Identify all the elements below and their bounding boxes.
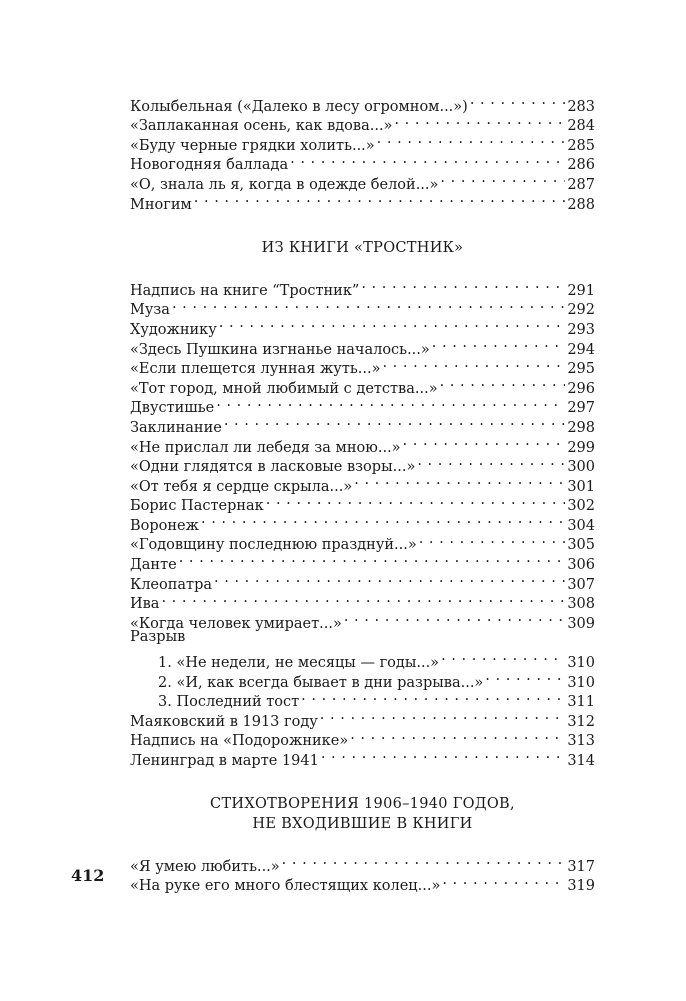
- dot-leader: [442, 871, 565, 891]
- table-of-contents: [130, 91, 595, 895]
- entry-page: 288: [567, 196, 595, 213]
- dot-leader: [394, 111, 565, 131]
- entry-title: Надпись на книге “Тростник”: [130, 282, 360, 299]
- entry-page: 284: [567, 118, 595, 135]
- entry-page: 310: [567, 655, 595, 672]
- dot-leader: [194, 189, 566, 209]
- dot-leader: [382, 354, 565, 374]
- entry-page: 286: [567, 157, 595, 174]
- dot-leader: [403, 432, 566, 452]
- entry-title: Колыбельная («Далеко в лесу огромном...»): [130, 98, 468, 115]
- toc-entry: [130, 549, 595, 574]
- dot-leader: [161, 589, 565, 609]
- dot-leader: [301, 687, 565, 707]
- dot-leader: [179, 549, 566, 569]
- toc-entry: [130, 608, 595, 632]
- dot-leader: [201, 510, 565, 530]
- entry-title: «Годовщину последнюю празднуй...»: [130, 537, 417, 554]
- entry-title: «О, знала ль я, когда в одежде белой...»: [130, 176, 439, 193]
- toc-group-2: [130, 275, 595, 769]
- section-heading-uncollected: [130, 795, 595, 834]
- entry-page: 301: [567, 478, 595, 495]
- dot-leader: [361, 275, 565, 295]
- entry-title: Художнику: [130, 321, 217, 338]
- toc-entry: [130, 530, 595, 554]
- entry-title: 1. «Не недели, не месяцы — годы...»: [158, 655, 440, 672]
- entry-page: 298: [567, 419, 595, 436]
- entry-title: 3. Последний тост: [158, 694, 300, 711]
- entry-title: «Тот город, мной любимый с детства...»: [130, 380, 438, 397]
- entry-title: «Когда человек умирает...»: [130, 615, 342, 632]
- page-number: 412: [71, 866, 105, 885]
- entry-title: «Я умею любить...»: [130, 858, 280, 875]
- entry-page: 296: [567, 380, 595, 397]
- dot-leader: [470, 91, 566, 111]
- dot-leader: [432, 334, 566, 354]
- entry-title: «Заплаканная осень, как вдова...»: [130, 118, 393, 135]
- entry-page: 283: [567, 98, 595, 115]
- dot-leader: [441, 647, 565, 667]
- entry-page: 310: [567, 674, 595, 691]
- dot-leader: [266, 491, 566, 511]
- section-heading-line-1: СТИХОТВОРЕНИЯ 1906–1940 ГОДОВ,: [210, 796, 515, 812]
- dot-leader: [214, 569, 565, 589]
- entry-page: 294: [567, 341, 595, 358]
- dot-leader: [344, 608, 565, 628]
- entry-page: 307: [567, 576, 595, 593]
- entry-title: Ива: [130, 596, 160, 613]
- entry-title: Клеопатра: [130, 576, 213, 593]
- toc-entry: [130, 589, 595, 613]
- entry-page: 311: [567, 694, 595, 711]
- entry-title: Заклинание: [130, 419, 222, 436]
- dot-leader: [419, 530, 566, 550]
- entry-title: «Если плещется лунная жуть...»: [130, 361, 381, 378]
- dot-leader: [321, 745, 565, 765]
- entry-title: Воронеж: [130, 517, 199, 534]
- entry-page: 312: [567, 713, 595, 730]
- entry-page: 309: [567, 615, 595, 632]
- dot-leader: [282, 851, 566, 871]
- toc-group-3: [130, 851, 595, 895]
- toc-group-1: [130, 91, 595, 213]
- entry-title: Новогодняя баллада: [130, 157, 289, 174]
- entry-page: 302: [567, 498, 595, 515]
- toc-subentry: [130, 647, 595, 672]
- toc-entry: [130, 275, 595, 299]
- dot-leader: [290, 150, 565, 170]
- dot-leader: [417, 452, 565, 472]
- entry-title: «На руке его много блестящих колец...»: [130, 878, 441, 895]
- dot-leader: [354, 471, 565, 491]
- entry-title: Борис Пастернак: [130, 498, 264, 515]
- entry-page: 297: [567, 400, 595, 417]
- toc-entry: [130, 851, 595, 875]
- entry-page: 299: [567, 439, 595, 456]
- entry-page: 285: [567, 137, 595, 154]
- entry-page: 313: [567, 733, 595, 750]
- toc-entry: [130, 189, 595, 213]
- dot-leader: [224, 412, 565, 432]
- dot-leader: [440, 373, 566, 393]
- entry-page: 304: [567, 517, 595, 534]
- dot-leader: [320, 706, 566, 726]
- dot-leader: [172, 295, 565, 315]
- entry-page: 295: [567, 361, 595, 378]
- entry-title: 2. «И, как всегда бывает в дни разрыва...»: [158, 674, 484, 691]
- toc-entry: [130, 569, 595, 593]
- entry-page: 308: [567, 596, 595, 613]
- entry-title: Данте: [130, 557, 177, 574]
- dot-leader: [440, 169, 565, 189]
- entry-title: «Буду черные грядки холить...»: [130, 137, 375, 154]
- entry-page: 291: [567, 282, 595, 299]
- dot-leader: [485, 667, 565, 687]
- entry-title: Двустишье: [130, 400, 215, 417]
- section-heading-trostnik: ИЗ КНИГИ «ТРОСТНИК»: [261, 239, 464, 256]
- entry-page: 292: [567, 302, 595, 319]
- entry-title: Ленинград в марте 1941: [130, 753, 319, 769]
- entry-page: 305: [567, 537, 595, 554]
- entry-title: Многим: [130, 196, 192, 213]
- entry-title: Муза: [130, 302, 170, 319]
- entry-title: «Не прислал ли лебедя за мною...»: [130, 439, 401, 456]
- toc-entry: [130, 295, 595, 319]
- entry-title: Маяковский в 1913 году: [130, 713, 318, 730]
- entry-title: «Одни глядятся в ласковые взоры...»: [130, 459, 416, 476]
- entry-page: 300: [567, 459, 595, 476]
- entry-title: Разрыв: [130, 628, 186, 645]
- dot-leader: [377, 130, 566, 150]
- dot-leader: [216, 393, 565, 413]
- entry-title: «Здесь Пушкина изгнанье началось...»: [130, 341, 430, 358]
- toc-entry: [130, 314, 595, 338]
- entry-title: Надпись на «Подорожнике»: [130, 733, 349, 750]
- entry-page: 317: [567, 858, 595, 875]
- entry-title: «От тебя я сердце скрыла...»: [130, 478, 353, 495]
- entry-page: 293: [567, 321, 595, 338]
- dot-leader: [350, 726, 565, 746]
- entry-page: 306: [567, 557, 595, 574]
- entry-page: 287: [567, 176, 595, 193]
- entry-page: 314: [567, 753, 595, 769]
- section-heading-line-2: НЕ ВХОДИВШИЕ В КНИГИ: [252, 815, 473, 832]
- toc-entry: [130, 91, 595, 115]
- dot-leader: [219, 314, 566, 334]
- entry-page: 319: [567, 878, 595, 895]
